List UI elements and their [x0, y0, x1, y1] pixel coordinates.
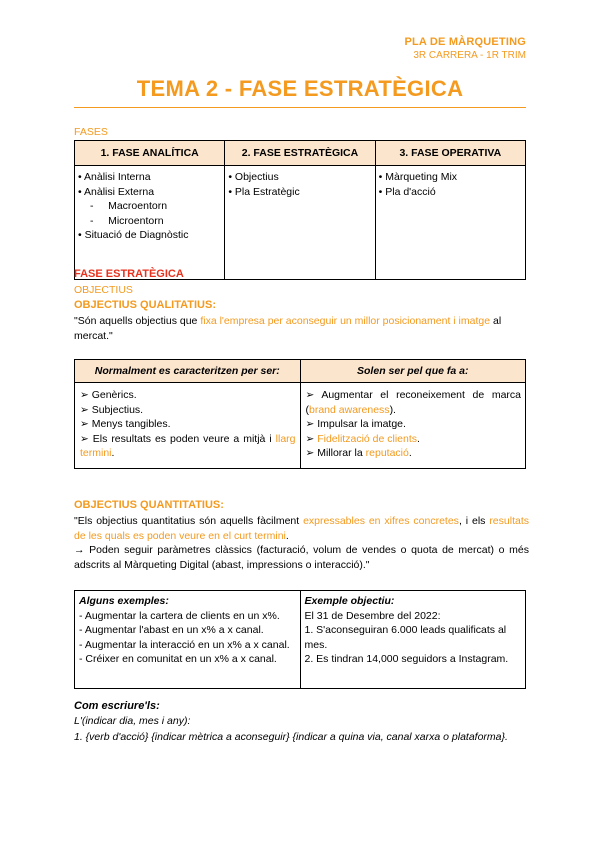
fases-col-2 — [225, 166, 375, 280]
qualitatius-definition: "Són aquells objectius que fixa l'empresa per aconseguir un millor posicionament i imatge al mercat." — [74, 315, 502, 342]
list-item: - Augmentar l'abast en un x% a x canal. — [79, 624, 264, 636]
list-item: ➢ Genèrics. — [80, 389, 137, 401]
list-item: El 31 de Desembre del 2022: — [304, 609, 441, 622]
heading-objectius-qualitatius: OBJECTIUS QUALITATIUS: — [74, 299, 216, 311]
document-header-title: PLA DE MÀRQUETING — [404, 36, 526, 48]
list-item: ➢ Augmentar el reconeixement de marca (brand awareness). — [305, 389, 521, 416]
list-item: - Créixer en comunitat en un x% a x canal. — [79, 653, 277, 665]
examples-right-cell — [300, 591, 526, 689]
fases-col-header-1: 1. FASE ANALÍTICA — [75, 141, 225, 166]
examples-left-cell — [75, 591, 301, 689]
page-title: TEMA 2 - FASE ESTRATÈGICA — [136, 76, 464, 101]
examples-table — [74, 590, 526, 689]
fases-col-3 — [375, 166, 525, 280]
how-to-write-line-1: L'(indicar dia, mes i any): — [74, 715, 191, 727]
characteristics-left-cell — [75, 383, 301, 469]
characteristics-left-header: Normalment es caracteritzen per ser: — [75, 360, 301, 383]
list-item: • Pla d'acció — [378, 185, 436, 198]
fases-col-header-2: 2. FASE ESTRATÈGICA — [225, 141, 375, 166]
list-item: ➢ Els resultats es poden veure a mitjà i llarg termini. — [80, 432, 296, 459]
how-to-write-title: Com escriure'ls: — [74, 700, 160, 712]
list-item: 1. S'aconseguiran 6.000 leads qualificats al mes. — [304, 624, 507, 651]
list-item: ➢ Millorar la reputació. — [305, 447, 412, 459]
characteristics-right-cell — [300, 383, 526, 469]
document-header-subtitle: 3R CARRERA - 1R TRIM — [413, 50, 526, 61]
section-heading-fase-estrategica: FASE ESTRATÈGICA — [74, 268, 184, 280]
list-item: • Situació de Diagnòstic — [78, 229, 189, 241]
list-item: • Anàlisi Interna — [78, 171, 151, 183]
quantitatius-definition: "Els objectius quantitatius són aquells fàcilment expressables en xifres concretes, i els resultats de les quals es poden veure en el curt termini. → Poden seguir paràmetres clàssics (facturació, volum de vendes o quota de mercat) o més adscrits al Màrqueting Digital (abast, impressions o interacció)." — [74, 515, 529, 571]
characteristics-table — [74, 359, 526, 469]
list-item: • Objectius — [228, 171, 279, 183]
title-divider — [74, 107, 526, 108]
list-item: - Macroentorn — [90, 200, 168, 212]
characteristics-right-header: Solen ser pel que fa a: — [300, 360, 526, 383]
fases-label: FASES — [74, 126, 108, 138]
fases-table — [74, 140, 526, 280]
examples-right-title: Exemple objectiu: — [304, 595, 395, 607]
list-item: ➢ Fidelització de clients. — [305, 432, 420, 445]
list-item: • Màrqueting Mix — [378, 171, 458, 183]
list-item: 2. Es tindran 14,000 seguidors a Instagram. — [304, 653, 509, 665]
list-item: ➢ Subjectius. — [80, 403, 144, 416]
list-item: - Microentorn — [90, 214, 164, 227]
how-to-write-line-2: 1. {verb d'acció} {indicar mètrica a aconseguir} {indicar a quina via, canal xarxa o plataforma}. — [74, 731, 508, 743]
list-item: - Augmentar la interacció en un x% a x canal. — [79, 638, 290, 651]
list-item: • Anàlisi Externa — [78, 185, 155, 198]
fases-col-1 — [75, 166, 225, 280]
list-item: • Pla Estratègic — [228, 185, 300, 198]
list-item: - Augmentar la cartera de clients en un x%. — [79, 609, 280, 622]
fases-col-header-3: 3. FASE OPERATIVA — [375, 141, 525, 166]
heading-objectius-quantitatius: OBJECTIUS QUANTITATIUS: — [74, 499, 224, 511]
list-item: ➢ Menys tangibles. — [80, 418, 171, 430]
list-item: ➢ Impulsar la imatge. — [305, 418, 406, 430]
examples-left-title: Alguns exemples: — [79, 595, 169, 607]
section-subheading-objectius: OBJECTIUS — [74, 284, 133, 296]
